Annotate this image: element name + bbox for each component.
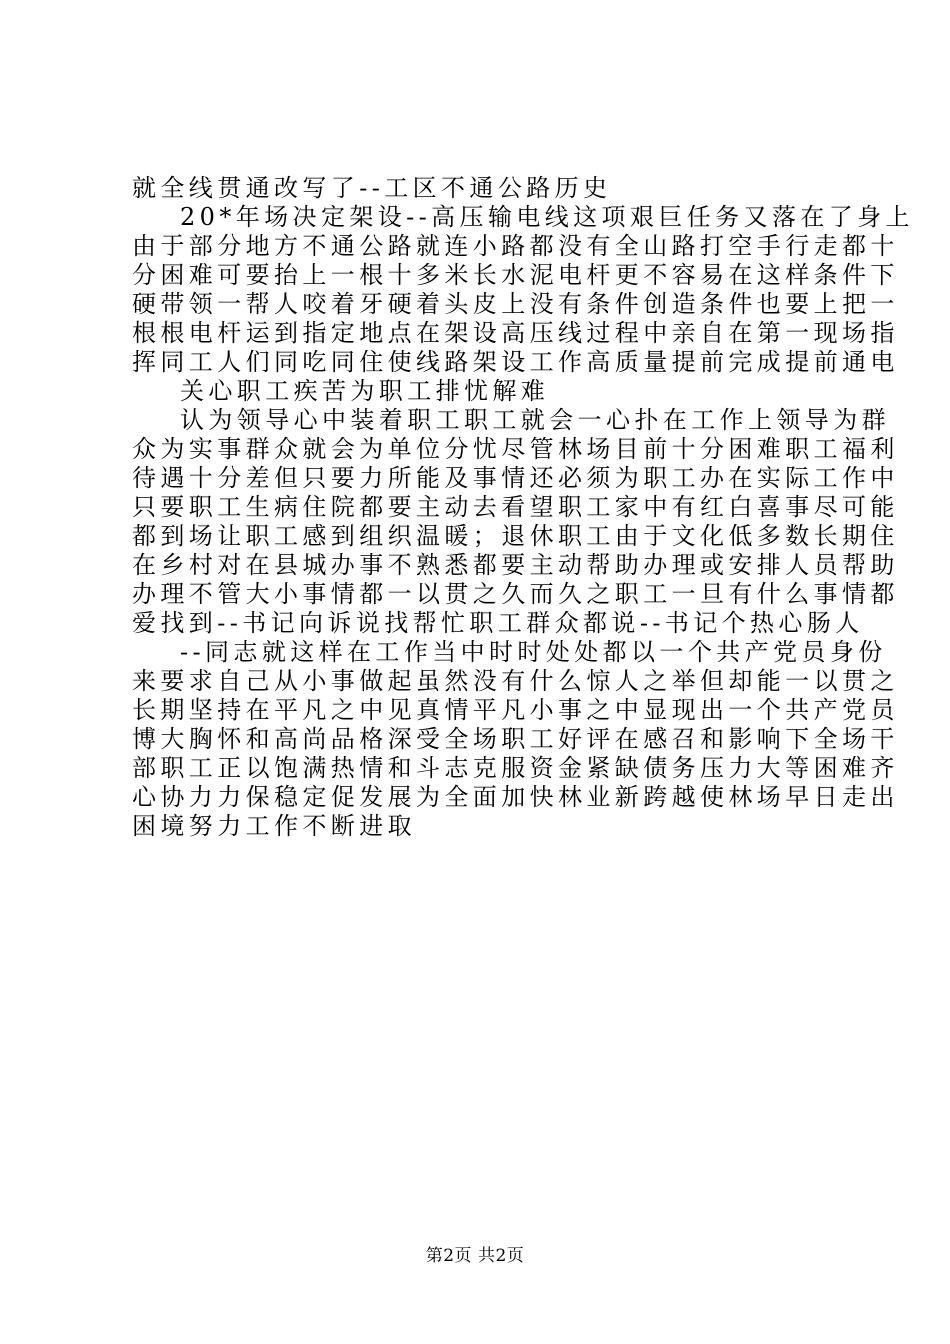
section-heading: 关心职工疾苦为职工排忧解难	[180, 377, 550, 405]
text-line: 待遇十分差但只要力所能及事情还必须为职工办在实际工作中	[132, 464, 899, 492]
text-line: 根根电杆运到指定地点在架设高压线过程中亲自在第一现场指	[132, 319, 899, 347]
text-line: 众为实事群众就会为单位分忧尽管林场目前十分困难职工福利	[132, 435, 899, 463]
text-line: 在乡村对在县城办事不熟悉都要主动帮助办理或安排人员帮助	[132, 551, 899, 579]
text-line: 分困难可要抬上一根十多米长水泥电杆更不容易在这样条件下	[132, 261, 899, 289]
text-line: 只要职工生病住院都要主动去看望职工家中有红白喜事尽可能	[132, 493, 899, 521]
text-line: 来要求自己从小事做起虽然没有什么惊人之举但却能一以贯之	[132, 667, 899, 695]
text-line: 博大胸怀和高尚品格深受全场职工好评在感召和影响下全场干	[132, 725, 899, 753]
text-line: 心协力力保稳定促发展为全面加快林业新跨越使林场早日走出	[132, 783, 899, 811]
text-line: 由于部分地方不通公路就连小路都没有全山路打空手行走都十	[132, 232, 899, 260]
text-line: 爱找到--书记向诉说找帮忙职工群众都说--书记个热心肠人	[132, 609, 864, 637]
document-body	[132, 174, 914, 841]
paragraph-start: 20*年场决定架设--高压输电线这项艰巨任务又落在了身上	[180, 203, 914, 231]
paragraph-start: --同志就这样在工作当中时时处处都以一个共产党员身份	[180, 638, 887, 666]
text-line: 部职工正以饱满热情和斗志克服资金紧缺债务压力大等困难齐	[132, 754, 899, 782]
text-line: 办理不管大小事情都一以贯之久而久之职工一旦有什么事情都	[132, 580, 899, 608]
text-line: 硬带领一帮人咬着牙硬着头皮上没有条件创造条件也要上把一	[132, 290, 899, 318]
paragraph-start: 认为领导心中装着职工职工就会一心扑在工作上领导为群	[180, 406, 890, 434]
page-number-footer: 第2页 共2页	[425, 1246, 525, 1266]
text-line: 挥同工人们同吃同住使线路架设工作高质量提前完成提前通电	[132, 348, 899, 376]
text-line: 就全线贯通改写了--工区不通公路历史	[132, 174, 612, 202]
text-line: 困境努力工作不断进取	[132, 812, 416, 840]
text-line: 长期坚持在平凡之中见真情平凡小事之中显现出一个共产党员	[132, 696, 899, 724]
text-line: 都到场让职工感到组织温暖；退休职工由于文化低多数长期住	[132, 522, 899, 550]
